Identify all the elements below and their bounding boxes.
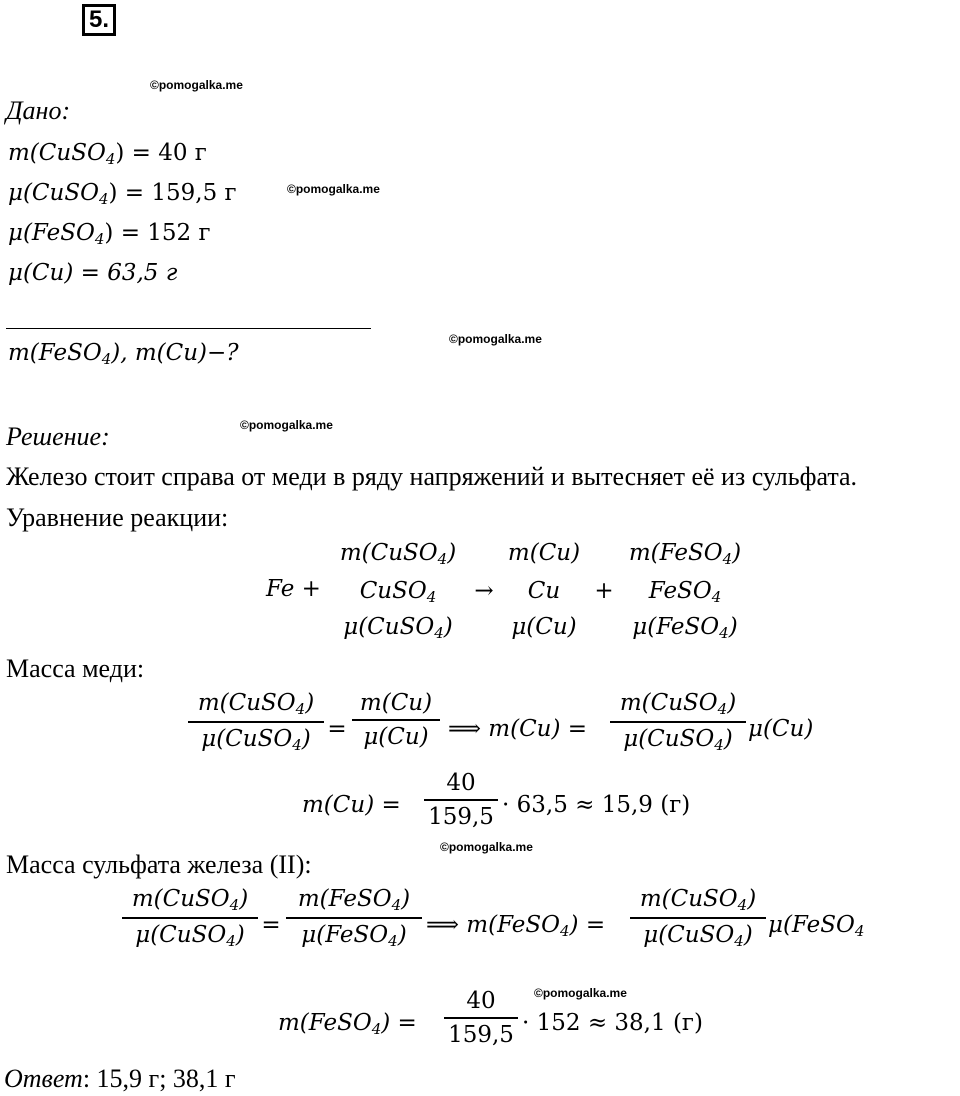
implies-expression: ⟹ m(Cu) = [448,716,588,742]
reaction-term: μ(Cu) [511,614,577,640]
calc-lhs: m(Cu) = [302,792,401,818]
find-line: m(FeSO$_4$), m(Cu)−? [8,340,239,368]
answer-line [4,1064,236,1094]
given-line: μ(CuSO$_4$) = 159,5 г [8,180,237,208]
copper-mass-label: Масса меди: [6,654,145,683]
implies-expression: ⟹ m(FeSO$_4$) = [426,912,606,940]
given-line: m(CuSO$_4$) = 40 г [8,140,207,168]
equals-sign: = [327,716,347,742]
watermark: ©pomogalka.me [150,78,243,92]
fraction: 40 159,5 [444,988,518,1048]
divider-line [6,328,371,329]
reaction-term: FeSO$_4$ [648,578,722,606]
answer-label: Ответ [4,1064,83,1093]
watermark: ©pomogalka.me [240,418,333,432]
watermark: ©pomogalka.me [440,840,533,854]
reaction-term: m(Cu) [507,540,581,566]
reaction-term: μ(FeSO$_4$) [632,614,738,642]
watermark: ©pomogalka.me [287,182,380,196]
fraction: m(Cu) μ(Cu) [352,690,440,750]
reaction-plus: + [594,578,614,604]
calc-result: · 152 ≈ 38,1 (г) [522,1010,703,1036]
fraction: m(CuSO$_4$) μ(CuSO$_4$) [610,690,746,754]
solution-heading: Решение: [6,422,110,451]
calc-lhs: m(FeSO$_4$) = [278,1010,417,1038]
reaction-term: CuSO$_4$ [359,578,437,606]
reaction-arrow: → [474,578,494,604]
formula-tail: μ(Cu) [748,716,814,742]
fraction: m(CuSO$_4$) μ(CuSO$_4$) [188,690,324,754]
reactant-fe: Fe + [266,576,321,602]
reaction-term: m(FeSO$_4$) [628,540,742,568]
given-line: μ(FeSO$_4$) = 152 г [8,220,211,248]
formula-tail: μ(FeSO$_4$ [768,912,865,940]
watermark: ©pomogalka.me [534,986,627,1000]
given-line: μ(Cu) = 63,5 г [8,260,178,286]
solution-sentence: Железо стоит справа от меди в ряду напряжений и вытесняет её из сульфата. [6,462,858,491]
fraction: m(CuSO$_4$) μ(CuSO$_4$) [630,886,766,950]
problem-number: 5. [82,4,116,36]
reaction-term: Cu [527,578,561,604]
answer-value: : 15,9 г; 38,1 г [82,1064,236,1093]
equation-label: Уравнение реакции: [6,503,229,532]
reaction-term: m(CuSO$_4$) [339,540,457,568]
watermark: ©pomogalka.me [449,332,542,346]
fraction: m(FeSO$_4$) μ(FeSO$_4$) [286,886,422,950]
equals-sign: = [261,912,281,938]
fraction: m(CuSO$_4$) μ(CuSO$_4$) [122,886,258,950]
given-heading: Дано: [6,96,71,125]
calc-result: · 63,5 ≈ 15,9 (г) [502,792,691,818]
fraction: 40 159,5 [424,770,498,830]
iron-sulfate-mass-label: Масса сульфата железа (II): [6,850,312,879]
reaction-term: μ(CuSO$_4$) [343,614,453,642]
